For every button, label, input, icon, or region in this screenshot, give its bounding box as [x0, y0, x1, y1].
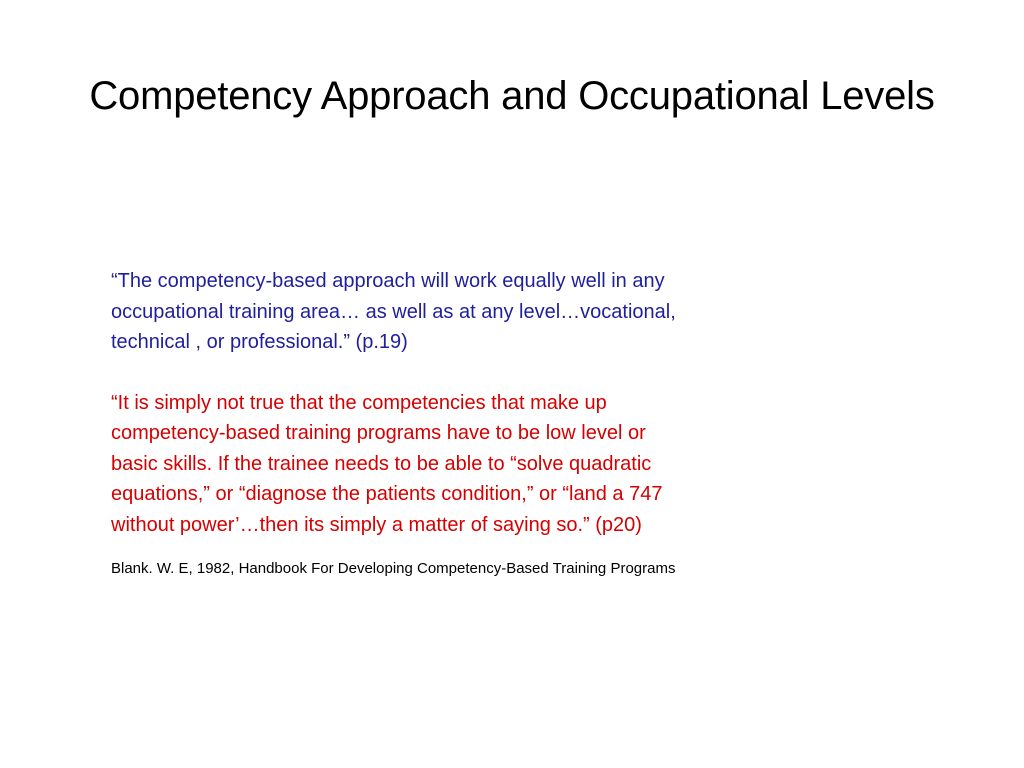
quote-competency-approach: “The competency-based approach will work equally well in any occupational training area… as well as at any level…vocational, technical , or professional.” (p.19): [111, 270, 676, 353]
slide-body: [111, 266, 811, 580]
citation: Blank. W. E, 1982, Handbook For Developing Competency-Based Training Programs: [111, 560, 676, 577]
quote-not-low-level: “It is simply not true that the competencies that make up competency-based training programs have to be low level or basic skills. If the trainee needs to be able to “solve quadratic equations,” or “diagnose the patients condition,” or “land a 747 without power’…then its simply a matter of saying so.” (p20): [111, 391, 663, 536]
slide-title: Competency Approach and Occupational Levels: [89, 74, 935, 118]
